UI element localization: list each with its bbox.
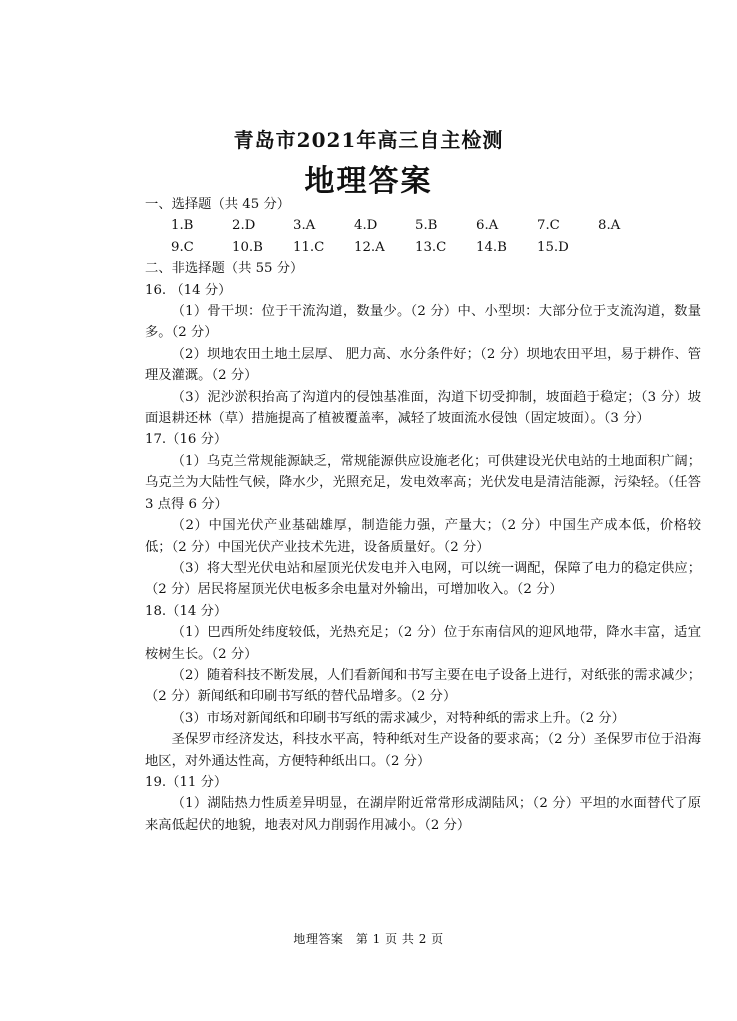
- question-18-answer-4: 圣保罗市经济发达，科技水平高，特种纸对生产设备的要求高；（2 分）圣保罗市位于沿海地区，对外通达性高，方便特种纸出口。（2 分）: [145, 732, 701, 769]
- choice-answer: 2.D: [232, 218, 256, 234]
- section1-heading: 一、选择题（共 45 分）: [145, 197, 291, 212]
- question-16-answer-3: （3）泥沙淤积抬高了沟道内的侵蚀基准面，沟道下切受抑制，坡面趋于稳定；（3 分）坡面退耕还林（草）措施提高了植被覆盖率，减轻了坡面流水侵蚀（固定坡面）。（3 分）: [145, 389, 701, 427]
- page-footer: 地理答案 第 1 页 共 2 页: [293, 932, 444, 946]
- question-16-answer-1: （1）骨干坝：位于干流沟道，数量少。（2 分）中、小型坝：大部分位于支流沟道，数量多。（2 分）: [145, 304, 701, 341]
- question-17-answer-1: （1）乌克兰常规能源缺乏，常规能源供应设施老化；可供建设光伏电站的土地面积广阔；乌克兰为大陆性气候，降水少，光照充足，发电效率高；光伏发电是清洁能源，污染轻。（任答 3 点得 6 分）: [145, 453, 701, 512]
- question-18-answer-1: （1）巴西所处纬度较低，光热充足；（2 分）位于东南信风的迎风地带，降水丰富，适宜桉树生长。（2 分）: [145, 625, 701, 662]
- question-18-answer-3: （3）市场对新闻纸和印刷书写纸的需求减少，对特种纸的需求上升。（2 分）: [171, 710, 625, 726]
- choice-answer: 13.C: [415, 239, 447, 255]
- choice-answer: 14.B: [476, 239, 507, 255]
- choice-answer: 6.A: [476, 218, 499, 234]
- choice-answer: 12.A: [354, 239, 385, 255]
- question-19-answer-1: （1）湖陆热力性质差异明显，在湖岸附近常常形成湖陆风；（2 分）平坦的水面替代了原来高低起伏的地貌，地表对风力削弱作用减小。（2 分）: [145, 796, 701, 833]
- choice-row-1: [145, 215, 701, 236]
- choice-answer: 15.D: [537, 239, 569, 255]
- choice-answer: 4.D: [354, 218, 378, 234]
- question-16-answer-2: （2）坝地农田土地土层厚、 肥力高、水分条件好；（2 分）坝地农田平坦，易于耕作、管理及灌溉。（2 分）: [145, 346, 701, 384]
- choice-answer: 7.C: [537, 218, 560, 234]
- document-subtitle: 地理答案: [304, 164, 433, 199]
- choice-answer: 9.C: [171, 239, 194, 255]
- choice-answer: 11.C: [293, 239, 325, 255]
- document-title: 青岛市2021年高三自主检测: [233, 128, 504, 152]
- question-16-heading: 16. （14 分）: [145, 282, 232, 298]
- answer-content: [145, 194, 701, 836]
- question-17-answer-3: （3）将大型光伏电站和屋顶光伏发电并入电网，可以统一调配，保障了电力的稳定供应；（2 分）居民将屋顶光伏电板多余电量对外输出，可增加收入。（2 分）: [145, 560, 701, 598]
- section2-heading: 二、非选择题（共 55 分）: [145, 261, 304, 277]
- choice-answer: 5.B: [415, 218, 438, 234]
- choice-answer: 3.A: [293, 218, 316, 234]
- question-17-answer-2: （2）中国光伏产业基础雄厚，制造能力强，产量大；（2 分）中国生产成本低，价格较低；（2 分）中国光伏产业技术先进，设备质量好。（2 分）: [145, 518, 701, 555]
- choice-answer: 8.A: [598, 218, 621, 234]
- question-18-heading: 18.（14 分）: [145, 603, 228, 619]
- choice-answer: 10.B: [232, 239, 263, 255]
- question-17-heading: 17.（16 分）: [145, 432, 228, 448]
- question-18-answer-2: （2）随着科技不断发展，人们看新闻和书写主要在电子设备上进行，对纸张的需求减少；（2 分）新闻纸和印刷书写纸的替代品增多。（2 分）: [145, 667, 701, 705]
- choice-row-2: [145, 237, 701, 258]
- choice-answer: 1.B: [171, 218, 194, 234]
- question-19-heading: 19.（11 分）: [145, 774, 228, 790]
